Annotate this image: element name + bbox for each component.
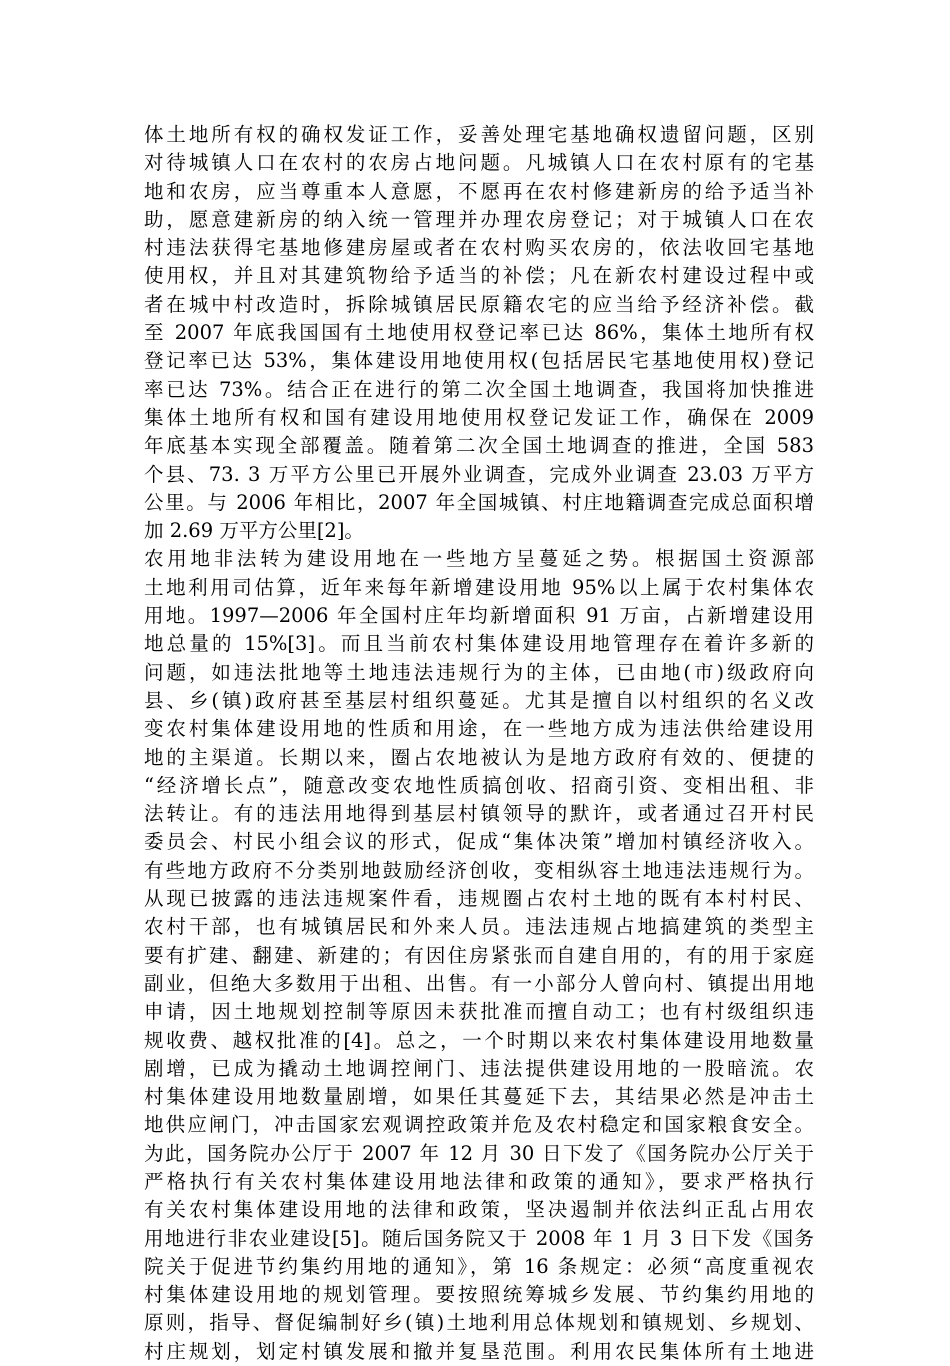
text-line: 农用地非法转为建设用地在一些地方呈蔓延之势。根据国土资源部 bbox=[144, 547, 814, 571]
text-line: 地和农房，应当尊重本人意愿，不愿再在农村修建新房的给予适当补 bbox=[144, 179, 814, 203]
text-line: 村集体建设用地的规划管理。要按照统筹城乡发展、节约集约用地的 bbox=[144, 1283, 814, 1307]
text-line: 者在城中村改造时，拆除城镇居民原籍农宅的应当给予经济补偿。截 bbox=[144, 292, 814, 316]
text-line: 规收费、越权批准的[4]。总之，一个时期以来农村集体建设用地数量 bbox=[144, 1028, 814, 1052]
text-line: 有些地方政府不分类别地鼓励经济创收，变相纵容土地违法违规行为。 bbox=[144, 858, 814, 882]
text-line: 原则，指导、督促编制好乡(镇)土地利用总体规划和镇规划、乡规划、 bbox=[144, 1311, 814, 1335]
text-line: 登记率已达 53%，集体建设用地使用权(包括居民宅基地使用权)登记 bbox=[144, 349, 814, 373]
text-line: 法转让。有的违法用地得到基层村镇领导的默许，或者通过召开村民 bbox=[144, 802, 814, 826]
text-line: 为此，国务院办公厅于 2007 年 12 月 30 日下发了《国务院办公厅关于 bbox=[144, 1141, 814, 1165]
text-line: 使用权，并且对其建筑物给予适当的补偿；凡在新农村建设过程中或 bbox=[144, 264, 814, 288]
text-line: 院关于促进节约集约用地的通知》，第 16 条规定：必须“高度重视农 bbox=[144, 1254, 814, 1278]
text-line: 村庄规划，划定村镇发展和撤并复垦范围。利用农民集体所有土地进 bbox=[144, 1339, 814, 1363]
text-line: 剧增，已成为撬动土地调控闸门、违法提供建设用地的一股暗流。农 bbox=[144, 1056, 814, 1080]
text-line: 土地利用司估算，近年来每年新增建设用地 95%以上属于农村集体农 bbox=[144, 575, 814, 599]
text-line: 公里。与 2006 年相比，2007 年全国城镇、村庄地籍调查完成总面积增 bbox=[144, 490, 814, 514]
text-line: 从现已披露的违法违规案件看，违规圈占农村土地的既有本村村民、 bbox=[144, 887, 814, 911]
text-line: 副业，但绝大多数用于出租、出售。有一小部分人曾向村、镇提出用地 bbox=[144, 971, 814, 995]
text-line: 严格执行有关农村集体建设用地法律和政策的通知》，要求严格执行 bbox=[144, 1169, 814, 1193]
text-line: 体土地所有权的确权发证工作，妥善处理宅基地确权遗留问题，区别 bbox=[144, 123, 814, 146]
text-line: 申请，因土地规划控制等原因未获批准而擅自动工；也有村级组织违 bbox=[144, 1000, 814, 1024]
text-line: 村集体建设用地数量剧增，如果任其蔓延下去，其结果必然是冲击土 bbox=[144, 1085, 814, 1109]
text-line: 变农村集体建设用地的性质和用途，在一些地方成为违法供给建设用 bbox=[144, 717, 814, 741]
text-line: 至 2007 年底我国国有土地使用权登记率已达 86%，集体土地所有权 bbox=[144, 321, 814, 345]
text-line: 问题，如违法批地等土地违法违规行为的主体，已由地(市)级政府向 bbox=[144, 660, 814, 684]
text-line: 助，愿意建新房的纳入统一管理并办理农房登记；对于城镇人口在农 bbox=[144, 207, 814, 231]
text-line: 要有扩建、翻建、新建的；有因住房紧张而自建自用的，有的用于家庭 bbox=[144, 943, 814, 967]
text-line: 地总量的 15%[3]。而且当前农村集体建设用地管理存在着许多新的 bbox=[144, 632, 814, 656]
text-line: 村违法获得宅基地修建房屋或者在农村购买农房的，依法收回宅基地 bbox=[144, 236, 814, 260]
text-line: 加 2.69 万平方公里[2]。 bbox=[144, 519, 364, 543]
text-line: 农村干部，也有城镇居民和外来人员。违法违规占地搞建筑的类型主 bbox=[144, 915, 814, 939]
paragraph-2 bbox=[144, 545, 814, 1366]
text-line: “经济增长点”，随意改变农地性质搞创收、招商引资、变相出租、非 bbox=[144, 773, 814, 797]
text-line: 集体土地所有权和国有建设用地使用权登记发证工作，确保在 2009 bbox=[144, 405, 814, 429]
text-line: 地的主渠道。长期以来，圈占农地被认为是地方政府有效的、便捷的 bbox=[144, 745, 814, 769]
text-line: 有关农村集体建设用地的法律和政策，坚决遏制并依法纠正乱占用农 bbox=[144, 1198, 814, 1222]
text-line: 个县、73. 3 万平方公里已开展外业调查，完成外业调查 23.03 万平方 bbox=[144, 462, 814, 486]
document-page bbox=[144, 121, 814, 1366]
text-line: 率已达 73%。结合正在进行的第二次全国土地调查，我国将加快推进 bbox=[144, 377, 814, 401]
paragraph-1 bbox=[144, 121, 814, 545]
text-line: 地供应闸门，冲击国家宏观调控政策并危及农村稳定和国家粮食安全。 bbox=[144, 1113, 814, 1137]
text-line: 县、乡(镇)政府甚至基层村组织蔓延。尤其是擅自以村组织的名义改 bbox=[144, 688, 814, 712]
text-line: 用地。1997—2006 年全国村庄年均新增面积 91 万亩，占新增建设用 bbox=[144, 604, 814, 628]
text-line: 年底基本实现全部覆盖。随着第二次全国土地调查的推进，全国 583 bbox=[144, 434, 814, 458]
text-line: 对待城镇人口在农村的农房占地问题。凡城镇人口在农村原有的宅基 bbox=[144, 151, 814, 175]
text-line: 用地进行非农业建设[5]。随后国务院又于 2008 年 1 月 3 日下发《国务 bbox=[144, 1226, 814, 1250]
text-line: 委员会、村民小组会议的形式，促成“集体决策”增加村镇经济收入。 bbox=[144, 830, 814, 854]
